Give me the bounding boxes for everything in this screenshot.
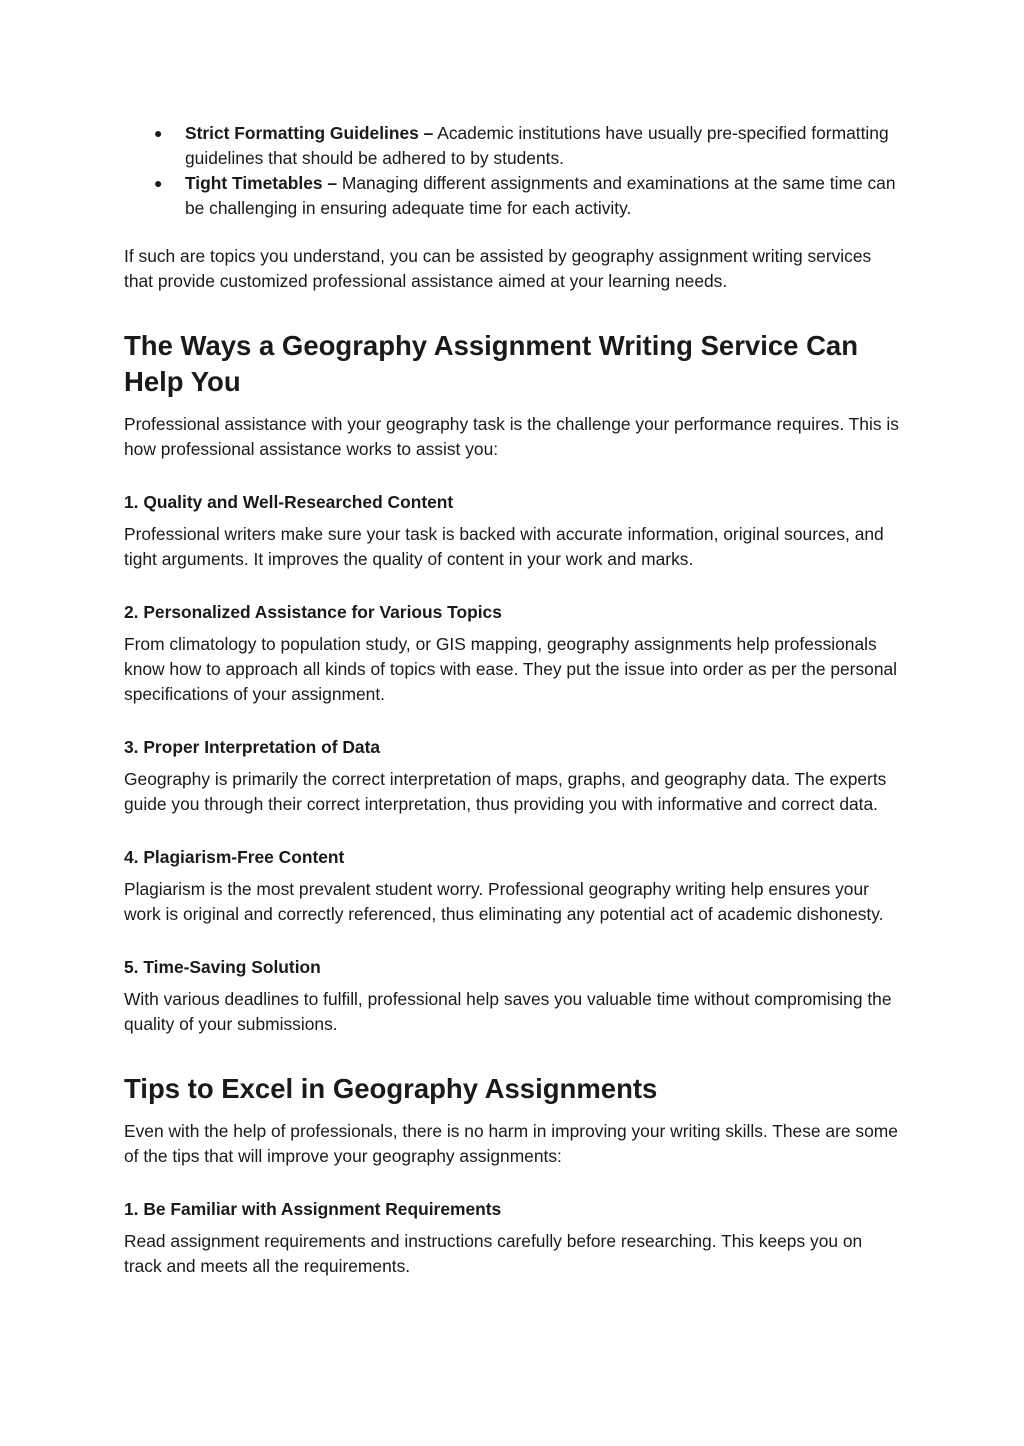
section-intro-paragraph: Professional assistance with your geography task is the challenge your performance requires. This is how professional assistance works to assist you: [124,414,899,459]
section-intro-paragraph: Even with the help of professionals, there is no harm in improving your writing skills. These are some of the tips that will improve your geography assignments: [124,1121,898,1166]
subsection-paragraph: Plagiarism is the most prevalent student worry. Professional geography writing help ensures your work is original and correctly referenced, thus eliminating any potential act of academic dishonesty. [124,879,884,924]
bullet-item-text: Managing different assignments and examinations at the same time can be challenging in ensuring adequate time for each activity. [185,173,896,218]
subheading: 3. Proper Interpretation of Data [124,737,381,757]
bullet-dot-icon: ● [154,125,163,141]
bullet-item-text: Academic institutions have usually pre-specified formatting guidelines that should be adhered to by students. [185,123,889,168]
bullet-item-title: Strict Formatting Guidelines – [185,123,434,143]
bullet-list [124,121,904,221]
subheading: 2. Personalized Assistance for Various Topics [124,602,502,622]
section-heading-ways: The Ways a Geography Assignment Writing Service Can Help You [124,330,859,397]
section-heading-tips: Tips to Excel in Geography Assignments [124,1073,658,1104]
subsection-paragraph: From climatology to population study, or GIS mapping, geography assignments help professionals know how to approach all kinds of topics with ease. They put the issue into order as per the personal specifications of your assignment. [124,634,898,704]
subheading: 4. Plagiarism-Free Content [124,847,345,867]
subheading: 1. Quality and Well-Researched Content [124,492,454,512]
subsection-paragraph: Read assignment requirements and instructions carefully before researching. This keeps you on track and meets all the requirements. [124,1231,863,1276]
subheading: 1. Be Familiar with Assignment Requirements [124,1199,502,1219]
subsection-paragraph: Geography is primarily the correct interpretation of maps, graphs, and geography data. The experts guide you through their correct interpretation, thus providing you with informative and correct data. [124,769,887,814]
intro-paragraph: If such are topics you understand, you can be assisted by geography assignment writing services that provide customized professional assistance aimed at your learning needs. [124,246,872,291]
bullet-item [154,171,904,221]
bullet-item-title: Tight Timetables – [185,173,338,193]
subsection-paragraph: Professional writers make sure your task is backed with accurate information, original sources, and tight arguments. It improves the quality of content in your work and marks. [124,524,884,569]
subsection-paragraph: With various deadlines to fulfill, professional help saves you valuable time without compromising the quality of your submissions. [124,989,892,1034]
bullet-item [154,121,904,171]
subheading: 5. Time-Saving Solution [124,957,321,977]
bullet-dot-icon: ● [154,175,163,191]
